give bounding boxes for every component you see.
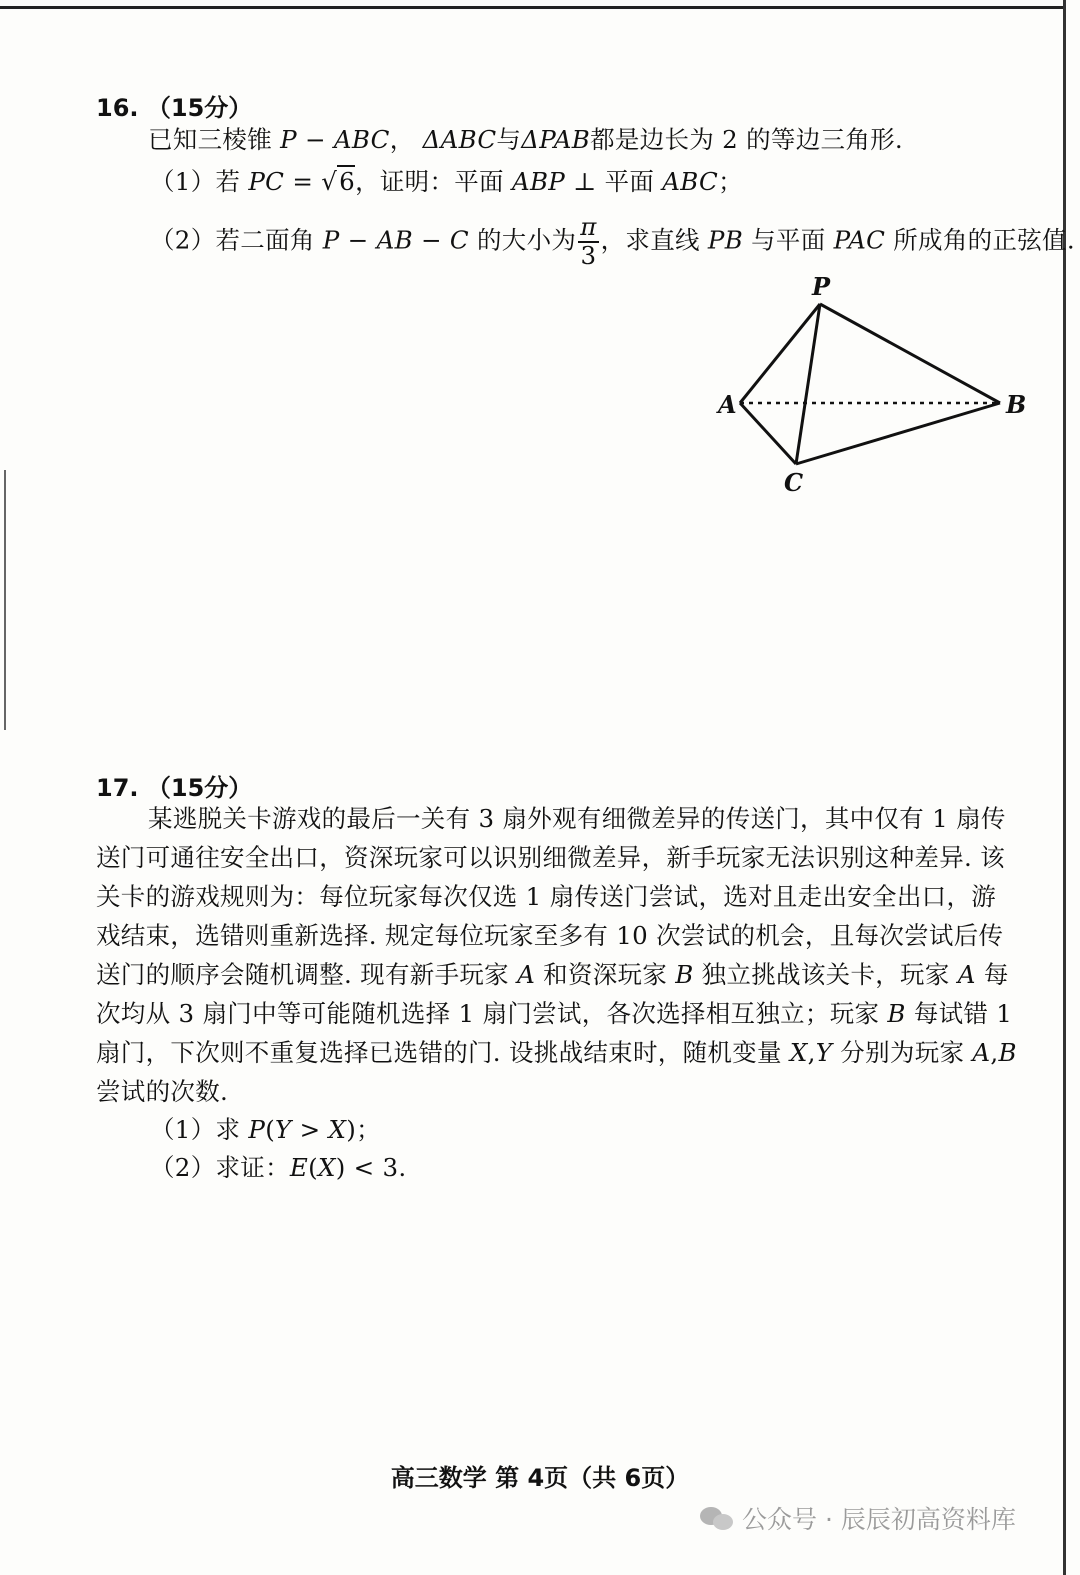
q17-math-a: A xyxy=(517,960,536,989)
edge-cb xyxy=(796,403,1000,464)
watermark-text: 公众号 · 辰辰初高资料库 xyxy=(742,1505,1016,1534)
q16-math-pac: PAC xyxy=(833,225,886,255)
scan-mark-left xyxy=(4,470,6,730)
q17-l7-text2: 分别为玩家 xyxy=(832,1038,973,1067)
q17-l7-text: 扇门，下次则不重复选择已选错的门. 设挑战结束时，随机变量 xyxy=(96,1038,790,1067)
edge-pb xyxy=(820,304,1000,403)
q17-part2 xyxy=(150,1153,407,1182)
q17-l6-text: 次均从 3 扇门中等可能随机选择 1 扇门尝试，各次选择相互独立；玩家 xyxy=(96,999,888,1028)
q16-stem-text: 已知三棱锥 xyxy=(148,125,272,154)
q16-stem-tail: 都是边长为 2 的等边三角形. xyxy=(590,125,904,154)
q16-math-abp: ABP xyxy=(511,167,566,196)
q16-part2-tail: 所成角的正弦值. xyxy=(885,225,1075,255)
vertex-label-a: A xyxy=(718,390,737,419)
q17-math-a3: A xyxy=(972,1038,991,1067)
q16-stem xyxy=(148,125,904,154)
vertex-label-b: B xyxy=(1006,390,1027,419)
q16-part2-text: 的大小为 xyxy=(468,225,577,255)
q17-line-7 xyxy=(96,1038,1017,1067)
q16-part2 xyxy=(150,214,1075,270)
q17-part2-tail: ) < 3. xyxy=(335,1153,407,1182)
q17-part2-label: （2）求证： xyxy=(150,1153,290,1182)
q17-l5-text: 送门的顺序会随机调整. 现有新手玩家 xyxy=(96,960,518,989)
q16-heading: 16. （15分） xyxy=(96,94,253,122)
q17-line-3: 关卡的游戏规则为：每位玩家每次仅选 1 扇传送门尝试，选对且走出安全出口，游 xyxy=(96,882,997,911)
q16-part1: （1）若 PC = √6，证明：平面 ABP ⊥ 平面 ABC； xyxy=(150,167,743,196)
q17-math-b2: B xyxy=(887,999,906,1028)
q17-math-x: X xyxy=(789,1038,808,1067)
q16-part1-label: （1）若 xyxy=(150,167,249,196)
q17-paren-open: ( xyxy=(265,1115,276,1144)
q17-line-1: 某逃脱关卡游戏的最后一关有 3 扇外观有细微差异的传送门，其中仅有 1 扇传 xyxy=(148,804,1006,833)
edge-ac xyxy=(740,403,796,464)
q16-math-p: P xyxy=(280,125,297,154)
q17-l6-tail: 每试错 1 xyxy=(905,999,1013,1028)
page-footer: 高三数学 第 4页（共 6页） xyxy=(390,1464,690,1492)
q16-frac-den: 3 xyxy=(580,240,597,270)
q16-part2-text3: 与平面 xyxy=(743,225,834,255)
q16-math-tri-abc: ΔABC xyxy=(422,125,497,154)
q17-math-y2: Y xyxy=(275,1115,292,1144)
q17-paren-open-2: ( xyxy=(308,1153,318,1182)
q16-part2-label: （2）若二面角 xyxy=(150,225,323,255)
q17-math-x3: X xyxy=(317,1153,336,1182)
q17-l5-text3: 独立挑战该关卡，玩家 xyxy=(693,960,958,989)
scan-border-top xyxy=(0,6,1065,9)
q17-line-2: 送门可通往安全出口，资深玩家可以识别细微差异，新手玩家无法识别这种差异. 该 xyxy=(96,843,1005,872)
q17-math-e: E xyxy=(289,1153,309,1182)
q17-part1 xyxy=(150,1115,381,1144)
q17-l5-text2: 和资深玩家 xyxy=(535,960,676,989)
q16-math-sqrt6: 6 xyxy=(339,167,356,196)
q16-part1-text: ，证明：平面 xyxy=(355,167,512,196)
q17-line-4: 戏结束，选错则重新选择. 规定每位玩家至多有 10 次尝试的机会，且每次尝试后传 xyxy=(96,921,1004,950)
q16-frac-num: π xyxy=(580,212,597,241)
q17-math-y: Y xyxy=(815,1038,833,1067)
q16-math-minus: − xyxy=(296,125,334,154)
q16-perp-text: ⊥ 平面 xyxy=(565,167,663,196)
q16-text-and: 与 xyxy=(496,125,522,154)
q16-fraction-pi-over-3 xyxy=(578,214,598,270)
q17-math-b3: B xyxy=(998,1038,1017,1067)
wechat-icon xyxy=(700,1505,734,1531)
q16-semicolon: ； xyxy=(718,167,743,196)
q17-part1-tail: )； xyxy=(346,1115,381,1144)
q16-comma: ， xyxy=(389,125,415,154)
q16-math-dihedral: P − AB − C xyxy=(322,225,469,255)
q16-math-abc2: ABC xyxy=(662,167,719,196)
q17-math-x2: X xyxy=(328,1115,347,1144)
q16-math-pb: PB xyxy=(707,225,744,255)
q16-math-eq: = xyxy=(284,167,322,196)
q16-math-pc: PC xyxy=(248,167,285,196)
q17-math-b: B xyxy=(675,960,694,989)
q17-math-gt: > xyxy=(291,1115,329,1144)
q16-math-tri-pab: ΔPAB xyxy=(521,125,591,154)
tetrahedron-diagram xyxy=(700,268,1040,498)
q17-math-a2: A xyxy=(957,960,976,989)
q17-line-8: 尝试的次数. xyxy=(96,1077,229,1106)
q17-heading: 17. （15分） xyxy=(96,774,253,802)
q17-part1-label: （1）求 xyxy=(150,1115,249,1144)
q17-comma-1: , xyxy=(807,1038,816,1067)
q17-line-6 xyxy=(96,999,1013,1028)
vertex-label-p: P xyxy=(812,272,831,301)
q16-math-abc: ABC xyxy=(333,125,390,154)
watermark xyxy=(700,1500,1016,1536)
vertex-label-c: C xyxy=(784,468,804,497)
q17-line-5 xyxy=(96,960,1009,989)
q16-part2-text2: ，求直线 xyxy=(600,225,708,255)
tetrahedron-figure xyxy=(700,268,1040,498)
q17-math-prob: P xyxy=(248,1115,266,1144)
q17-comma-2: , xyxy=(990,1038,999,1067)
q17-l5-tail: 每 xyxy=(975,960,1009,989)
